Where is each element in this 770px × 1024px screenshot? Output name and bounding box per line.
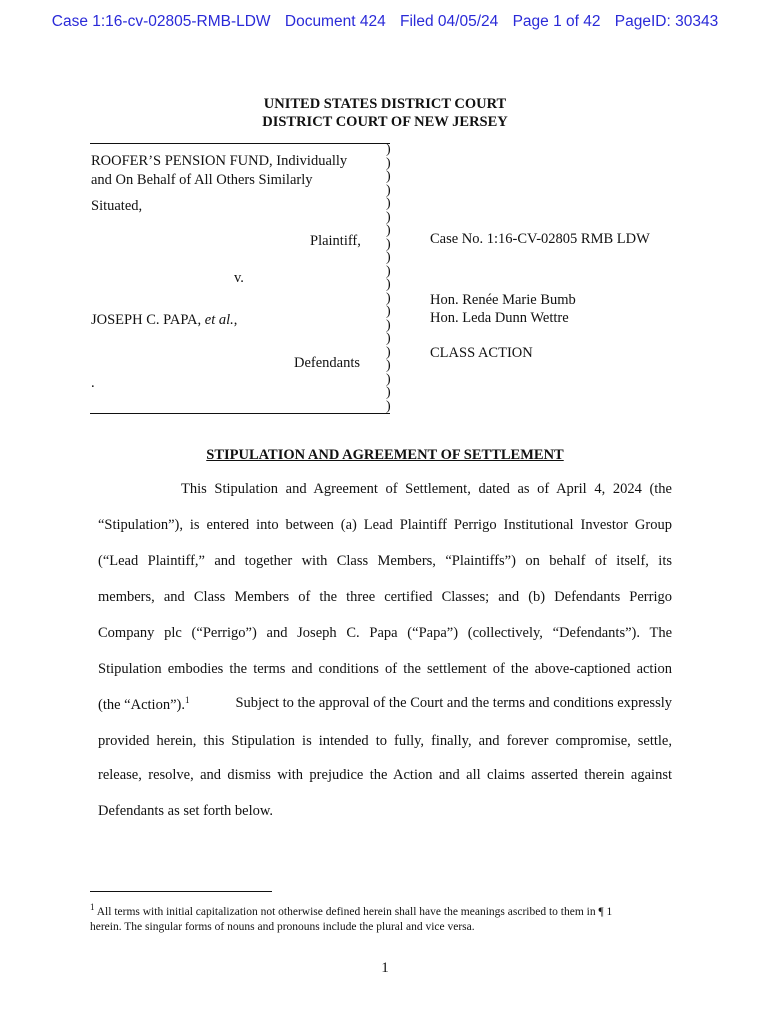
footnote-reference: 1 bbox=[184, 695, 190, 705]
plaintiff-line-3: Situated, bbox=[91, 198, 143, 214]
judge-2: Hon. Leda Dunn Wettre bbox=[430, 310, 569, 326]
body-line-7-start: (the “Action”). bbox=[98, 696, 185, 713]
header-filed: Filed 04/05/24 bbox=[400, 13, 499, 30]
header-case: Case 1:16-cv-02805-RMB-LDW bbox=[51, 13, 271, 30]
footnote-line-2: herein. The singular forms of nouns and pronouns include the plural and vice versa. bbox=[90, 920, 475, 933]
body-line-1: This Stipulation and Agreement of Settlement, dated as of April 4, 2024 (the bbox=[181, 481, 672, 497]
footnote-marker: 1 bbox=[90, 902, 95, 912]
versus: v. bbox=[234, 270, 244, 286]
body-line-8: provided herein, this Stipulation is intended to fully, finally, and forever compromise, settle, bbox=[98, 733, 672, 749]
court-line-1: UNITED STATES DISTRICT COURT bbox=[263, 96, 507, 112]
body-line-7 bbox=[98, 695, 672, 714]
case-number: Case No. 1:16-CV-02805 RMB LDW bbox=[430, 231, 650, 247]
page-number: 1 bbox=[381, 960, 389, 976]
body-line-3: (“Lead Plaintiff,” and together with Class Members, “Plaintiffs”) on behalf of itself, its bbox=[98, 553, 672, 569]
header-page: Page 1 of 42 bbox=[512, 13, 601, 30]
court-heading bbox=[0, 95, 770, 131]
footnote-line-1-text: All terms with initial capitalization not otherwise defined herein shall have the meanings ascribed to them in ¶ 1 bbox=[96, 905, 613, 918]
body-line-7-rest: Subject to the approval of the Court and the terms and conditions expressly bbox=[235, 695, 672, 711]
body-line-5: Company plc (“Perrigo”) and Joseph C. Papa (“Papa”) (collectively, “Defendants”). The bbox=[98, 625, 672, 641]
footnote-line-1 bbox=[90, 900, 670, 920]
plaintiff-line-1: ROOFER’S PENSION FUND, Individually bbox=[91, 153, 348, 169]
plaintiff-role: Plaintiff, bbox=[310, 233, 361, 249]
document-title: STIPULATION AND AGREEMENT OF SETTLEMENT bbox=[206, 447, 564, 463]
caption-parenthesis-column: ) ) ) ) ) ) ) ) ) ) ) ) ) ) ) ) ) ) ) ) bbox=[386, 142, 391, 414]
defendant-name bbox=[91, 311, 237, 330]
caption-top-rule bbox=[90, 143, 390, 144]
footnote-rule bbox=[90, 891, 272, 892]
body-line-4: members, and Class Members of the three certified Classes; and (b) Defendants Perrigo bbox=[98, 589, 672, 605]
defendant-et-al: et al. bbox=[204, 312, 234, 328]
body-line-6: Stipulation embodies the terms and conditions of the settlement of the above-captioned action bbox=[98, 661, 672, 677]
defendant-comma: , bbox=[233, 312, 238, 328]
plaintiff-line-2: and On Behalf of All Others Similarly bbox=[91, 172, 313, 188]
body-line-2: “Stipulation”), is entered into between (a) Lead Plaintiff Perrigo Institutional Investor Group bbox=[98, 517, 672, 533]
defendant-role: Defendants bbox=[294, 355, 361, 371]
stray-period: . bbox=[91, 375, 95, 391]
class-action-label: CLASS ACTION bbox=[430, 345, 533, 361]
filing-header bbox=[0, 13, 770, 31]
judge-1: Hon. Renée Marie Bumb bbox=[430, 292, 576, 308]
court-line-2: DISTRICT COURT OF NEW JERSEY bbox=[262, 114, 508, 130]
caption-bottom-rule bbox=[90, 413, 390, 414]
header-document: Document 424 bbox=[284, 13, 386, 30]
body-line-10: Defendants as set forth below. bbox=[98, 803, 274, 819]
header-page-id: PageID: 30343 bbox=[614, 13, 719, 30]
body-line-9: release, resolve, and dismiss with prejudice the Action and all claims asserted therein against bbox=[98, 767, 672, 783]
footnote bbox=[90, 900, 670, 935]
defendant-name-text: JOSEPH C. PAPA, bbox=[91, 312, 205, 328]
